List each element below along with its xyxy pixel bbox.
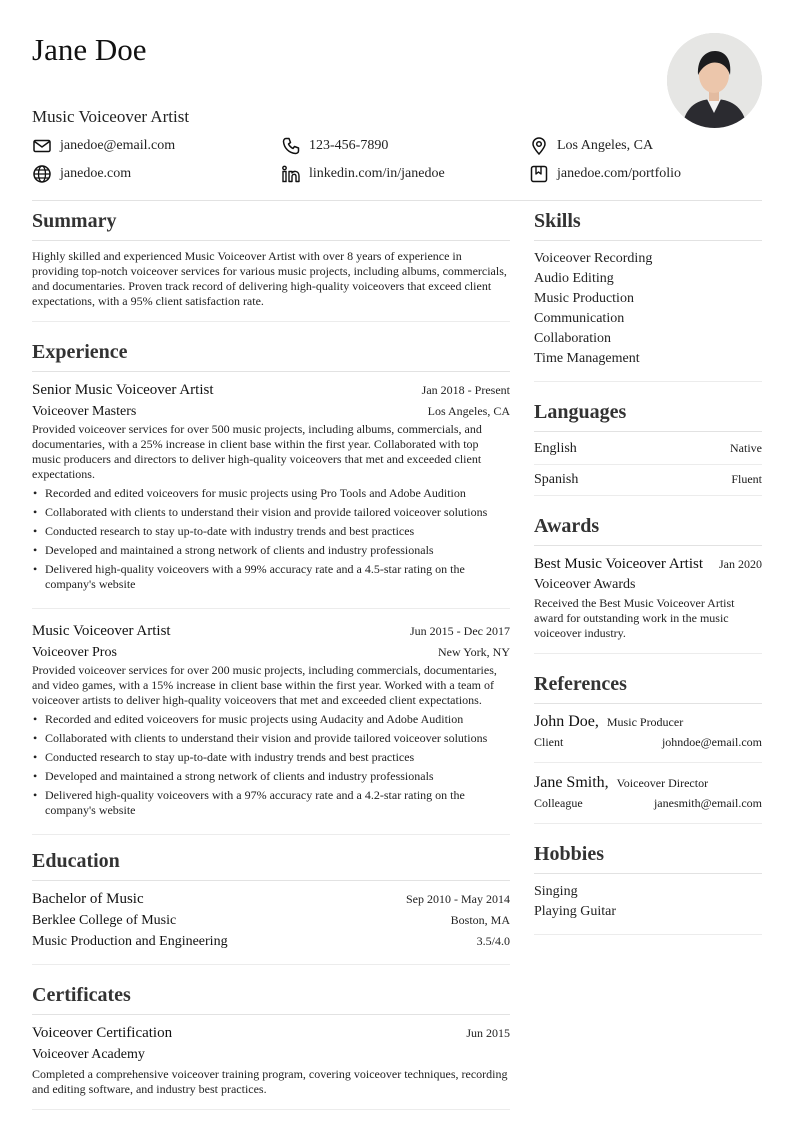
job-company: Voiceover Masters (32, 404, 137, 419)
job-dates: Jan 2018 - Present (421, 383, 510, 397)
experience-section (32, 338, 510, 835)
language-item (534, 471, 762, 496)
certificate-issuer: Voiceover Academy (32, 1047, 145, 1062)
job-bullet: • Recorded and edited voiceovers for music projects using Pro Tools and Adobe Audition (32, 486, 510, 501)
language-level: Fluent (731, 472, 762, 486)
left-column (32, 207, 510, 1110)
skill-item: Voiceover Recording (534, 251, 653, 266)
degree: Bachelor of Music (32, 891, 144, 907)
job-bullet: • Conducted research to stay up-to-date with industry trends and best practices (32, 750, 510, 765)
contact-website[interactable] (32, 162, 131, 186)
job-bullet: • Collaborated with clients to understand their vision and provide tailored voiceover solutions (32, 505, 510, 520)
job-bullet: • Recorded and edited voiceovers for music projects using Audacity and Adobe Audition (32, 712, 510, 727)
resume-page (32, 0, 762, 1123)
summary-section (32, 207, 510, 322)
contact-linkedin[interactable] (281, 162, 445, 186)
school: Berklee College of Music (32, 913, 177, 928)
reference-position: Voiceover Director (616, 776, 709, 790)
skills-section (534, 207, 762, 382)
reference-item (534, 712, 762, 763)
reference-relation: Client (534, 735, 564, 749)
skill-item: Audio Editing (534, 271, 614, 286)
location-text: Los Angeles, CA (557, 138, 654, 153)
header-divider (32, 200, 762, 201)
gpa: 3.5/4.0 (476, 934, 510, 948)
award-name: Best Music Voiceover Artist (534, 556, 704, 572)
language-name: English (534, 441, 577, 456)
awards-section (534, 512, 762, 654)
education-dates: Sep 2010 - May 2014 (406, 892, 510, 906)
language-item (534, 440, 762, 465)
phone-text: 123-456-7890 (309, 138, 389, 153)
job-role: Music Voiceover Artist (32, 623, 171, 639)
language-name: Spanish (534, 472, 579, 487)
mail-icon (32, 136, 52, 156)
references-heading: References (534, 670, 762, 704)
job-bullet: • Delivered high-quality voiceovers with a 97% accuracy rate and a 4.2-star rating on the company's website (32, 788, 510, 818)
references-section (534, 670, 762, 824)
language-level: Native (730, 441, 762, 455)
phone-icon (281, 136, 301, 156)
school-location: Boston, MA (450, 913, 510, 927)
hobbies-section (534, 840, 762, 935)
resume-header (32, 30, 762, 130)
experience-item (32, 380, 510, 609)
education-section (32, 847, 510, 965)
certificate-date: Jun 2015 (466, 1026, 510, 1040)
reference-position: Music Producer (606, 715, 684, 729)
languages-heading: Languages (534, 398, 762, 432)
experience-heading: Experience (32, 338, 510, 372)
awards-heading: Awards (534, 512, 762, 546)
job-bullet: • Developed and maintained a strong network of clients and industry professionals (32, 769, 510, 784)
candidate-title: Music Voiceover Artist (32, 107, 190, 126)
skill-item: Music Production (534, 291, 634, 306)
field-of-study: Music Production and Engineering (32, 934, 228, 949)
map-pin-icon (529, 136, 549, 156)
hobby-item: Playing Guitar (534, 904, 617, 919)
job-bullet: • Collaborated with clients to understand their vision and provide tailored voiceover solutions (32, 731, 510, 746)
skill-item: Communication (534, 311, 625, 326)
reference-name: John Doe, (534, 713, 599, 730)
summary-heading: Summary (32, 207, 510, 241)
job-role: Senior Music Voiceover Artist (32, 382, 214, 398)
job-bullet: • Conducted research to stay up-to-date with industry trends and best practices (32, 524, 510, 539)
job-location: New York, NY (437, 645, 510, 659)
linkedin-icon (281, 164, 301, 184)
email-text: janedoe@email.com (60, 138, 176, 153)
contact-location (529, 134, 653, 158)
job-bullets (32, 486, 510, 592)
reference-item (534, 773, 762, 824)
education-heading: Education (32, 847, 510, 881)
certificates-section (32, 981, 510, 1110)
job-description: Provided voiceover services for over 200 music projects, including commercials, documentaries, and video games, with a 15% increase in client base within the first year. Worked with a team of voiceover artists to deliver high-quality voiceovers that met and exceeded client expectations. (32, 663, 497, 707)
job-description: Provided voiceover services for over 500 music projects, including albums, commercials, and documentaries, with a 25% increase in client base within the first year. Collaborated with top music producers and directors to deliver high-quality voiceovers that met and exceeded client expectations. (32, 422, 482, 481)
candidate-name: Jane Doe (32, 32, 147, 67)
linkedin-text: linkedin.com/in/janedoe (309, 166, 445, 181)
contact-info (32, 134, 762, 190)
website-text: janedoe.com (60, 166, 132, 181)
skill-item: Collaboration (534, 331, 611, 346)
contact-portfolio[interactable] (529, 162, 681, 186)
portfolio-text: janedoe.com/portfolio (557, 166, 682, 181)
hobbies-heading: Hobbies (534, 840, 762, 874)
experience-item (32, 621, 510, 835)
reference-email[interactable]: johndoe@email.com (661, 735, 762, 749)
contact-phone[interactable] (281, 134, 388, 158)
right-column (534, 207, 762, 935)
summary-text: Highly skilled and experienced Music Voiceover Artist with over 8 years of experience in providing top-notch voiceover services for various music projects, including albums, commercials, and documentaries. Proven track record of delivering high-quality voiceovers that exceed client expectations, with a 95% client satisfaction rate. (32, 249, 507, 308)
job-bullet: • Delivered high-quality voiceovers with a 99% accuracy rate and a 4.5-star rating on the company's website (32, 562, 510, 592)
skill-item: Time Management (534, 351, 640, 366)
reference-relation: Colleague (534, 796, 583, 810)
languages-section (534, 398, 762, 496)
globe-icon (32, 164, 52, 184)
award-date: Jan 2020 (719, 557, 762, 571)
reference-email[interactable]: janesmith@email.com (653, 796, 762, 810)
reference-name: Jane Smith, (534, 774, 609, 791)
profile-photo-icon (667, 33, 762, 128)
job-bullet: • Developed and maintained a strong network of clients and industry professionals (32, 543, 510, 558)
certificate-name: Voiceover Certification (32, 1025, 173, 1041)
certificates-heading: Certificates (32, 981, 510, 1015)
job-company: Voiceover Pros (32, 645, 117, 660)
job-location: Los Angeles, CA (427, 404, 510, 418)
certificate-description: Completed a comprehensive voiceover training program, covering voiceover techniques, recording and editing software, and industry best practices. (32, 1067, 508, 1096)
contact-email[interactable] (32, 134, 175, 158)
award-issuer: Voiceover Awards (534, 577, 636, 592)
hobby-item: Singing (534, 884, 578, 899)
job-bullets (32, 712, 510, 818)
job-dates: Jun 2015 - Dec 2017 (410, 624, 510, 638)
award-description: Received the Best Music Voiceover Artist award for outstanding work in the music voiceover industry. (534, 596, 735, 640)
avatar (667, 33, 762, 128)
bookmark-icon (529, 164, 549, 184)
skills-heading: Skills (534, 207, 762, 241)
